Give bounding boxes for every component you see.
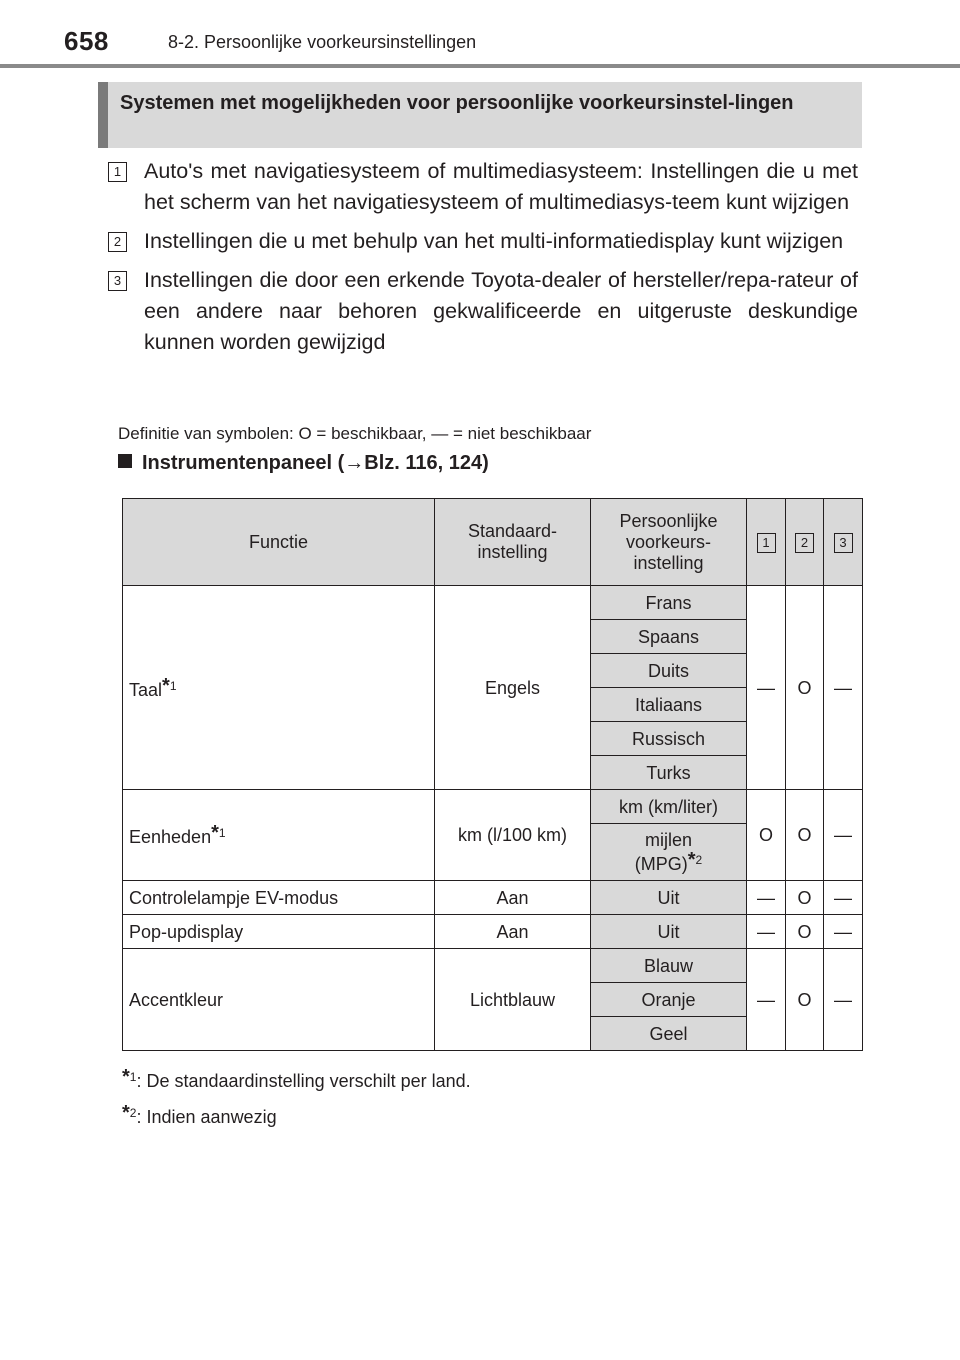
cell-option: Oranje <box>591 983 747 1017</box>
page-number: 658 <box>64 26 109 56</box>
black-square-icon <box>118 454 132 468</box>
cell-col-1: — <box>747 881 786 915</box>
cell-default: Aan <box>435 881 591 915</box>
table-row <box>123 881 863 915</box>
cell-option: Russisch <box>591 722 747 756</box>
cell-option: Spaans <box>591 620 747 654</box>
number-badge: 1 <box>108 162 127 182</box>
cell-option: Frans <box>591 586 747 620</box>
cell-function: Pop-updisplay <box>123 915 435 949</box>
table-row <box>123 586 863 620</box>
subheading <box>118 452 489 475</box>
cell-col-3: — <box>824 586 863 790</box>
cell-option: km (km/liter) <box>591 790 747 824</box>
cell-col-1: O <box>747 790 786 881</box>
cell-function: Controlelampje EV-modus <box>123 881 435 915</box>
header-functie: Functie <box>123 499 435 586</box>
number-badge: 3 <box>108 271 127 291</box>
footnote-1: *$^1$: De standaardinstelling verschilt per land. <box>122 1066 471 1091</box>
cell-default: Lichtblauw <box>435 949 591 1051</box>
cell-col-2: O <box>786 790 824 881</box>
cell-option: Italiaans <box>591 688 747 722</box>
table-row <box>123 915 863 949</box>
footnote-2: *$^2$: Indien aanwezig <box>122 1102 277 1127</box>
header-persoonlijk: Persoonlijke voorkeurs-instelling <box>591 499 747 586</box>
header-col-1 <box>747 499 786 586</box>
numbered-list <box>100 156 858 366</box>
cell-option: mijlen (MPG)*$^2$ <box>591 824 747 881</box>
cell-function: Taal*$^1$ <box>123 586 435 790</box>
number-badge: 2 <box>108 232 127 252</box>
subheading-text: Instrumentenpaneel (→Blz. 116, 124) <box>142 452 489 474</box>
cell-col-3: — <box>824 915 863 949</box>
list-item-text: Auto's met navigatiesysteem of multimediasysteem: Instellingen die u met het scherm van het navigatiesysteem of multimediasys-teem kunt wijzigen <box>144 159 858 214</box>
table-row <box>123 949 863 983</box>
cell-col-3: — <box>824 881 863 915</box>
cell-col-2: O <box>786 949 824 1051</box>
section-heading: Systemen met mogelijkheden voor persoonlijke voorkeursinstel-lingen <box>98 82 862 148</box>
cell-col-1: — <box>747 586 786 790</box>
header-col-3 <box>824 499 863 586</box>
header-col-2 <box>786 499 824 586</box>
cell-col-2: O <box>786 586 824 790</box>
cell-option: Turks <box>591 756 747 790</box>
cell-option: Uit <box>591 881 747 915</box>
settings-table <box>122 498 863 1051</box>
cell-col-1: — <box>747 915 786 949</box>
list-item-text: Instellingen die u met behulp van het multi-informatiedisplay kunt wijzigen <box>144 229 844 253</box>
cell-option: Geel <box>591 1017 747 1051</box>
table-row <box>123 790 863 824</box>
cell-col-3: — <box>824 790 863 881</box>
list-item <box>100 226 858 257</box>
cell-function: Eenheden*$^1$ <box>123 790 435 881</box>
cell-col-2: O <box>786 915 824 949</box>
cell-col-2: O <box>786 881 824 915</box>
list-item-text: Instellingen die door een erkende Toyota-dealer of hersteller/repa-rateur of een andere naar behoren gekwalificeerde en uitgeruste deskundige kunnen worden gewijzigd <box>144 268 858 354</box>
header-standaard: Standaard-instelling <box>435 499 591 586</box>
cell-function: Accentkleur <box>123 949 435 1051</box>
cell-default: Engels <box>435 586 591 790</box>
table-header-row <box>123 499 863 586</box>
section-title: 8-2. Persoonlijke voorkeursinstellingen <box>168 32 477 52</box>
cell-option: Duits <box>591 654 747 688</box>
cell-option: Blauw <box>591 949 747 983</box>
list-item <box>100 265 858 358</box>
number-badge: 1 <box>757 533 776 553</box>
cell-col-3: — <box>824 949 863 1051</box>
cell-default: km (l/100 km) <box>435 790 591 881</box>
symbol-definition: Definitie van symbolen: O = beschikbaar, — = niet beschikbaar <box>118 424 592 443</box>
header-rule <box>0 64 960 68</box>
number-badge: 2 <box>795 533 814 553</box>
cell-default: Aan <box>435 915 591 949</box>
cell-option: Uit <box>591 915 747 949</box>
number-badge: 3 <box>834 533 853 553</box>
list-item <box>100 156 858 218</box>
cell-col-1: — <box>747 949 786 1051</box>
